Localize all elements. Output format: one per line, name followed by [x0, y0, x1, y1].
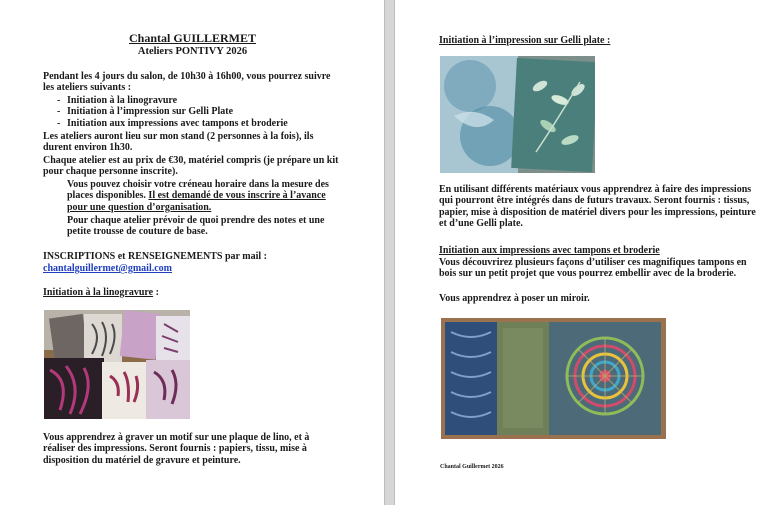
workshop-list	[43, 95, 343, 129]
mirror-text: Vous apprendrez à poser un miroir.	[439, 293, 590, 304]
page-gutter	[384, 0, 395, 505]
linogravure-photo	[44, 310, 190, 419]
list-item: - Initiation à la linogravure	[43, 95, 343, 106]
page-footer: Chantal Guillermet 2026	[440, 464, 504, 470]
location-text: Les ateliers auront lieu sur mon stand (2 personnes à la fois), ils durent environ 1h30.	[43, 131, 314, 154]
lino-heading: Initiation à la linogravure :	[43, 287, 159, 298]
gelli-plate-photo	[440, 56, 595, 173]
lino-description: Vous apprendrez à graver un motif sur une plaque de lino, et à réaliser des impressions. Seront fournis : papiers, tissu, mise à disposition du matériel de gravure et peinture.	[43, 432, 310, 466]
email-link-wrap	[43, 263, 343, 274]
schedule-notice: Il est demandé de vous inscrire à l’avance pour une question d’organisation.	[67, 190, 326, 213]
gelli-description: En utilisant différents matériaux vous apprendrez à faire des impressions qui pourront être intégrés dans de futurs travaux. Seront fournis : tissus, papier, mise à disposition de matériel divers pour les impressions, peinture et d’une Gelli plate.	[439, 184, 756, 230]
stamps-description: Vous découvrirez plusieurs façons d’utiliser ces magnifiques tampons en bois sur un petit projet que vous pourrez embellir avec de la broderie.	[439, 257, 747, 280]
price-text: Chaque atelier est au prix de €30, matériel compris (je prépare un kit pour chaque personne inscrite).	[43, 155, 339, 178]
list-item: - Initiation aux impressions avec tampons et broderie	[43, 118, 343, 129]
right-page	[395, 0, 768, 505]
gelli-heading: Initiation à l’impression sur Gelli plate :	[439, 35, 611, 46]
bring-notes-text: Pour chaque atelier prévoir de quoi prendre des notes et une petite trousse de couture de base.	[67, 215, 325, 238]
schedule-text: Vous pouvez choisir votre créneau horaire dans la mesure des places disponibles. Il est demandé de vous inscrire à l’avance pour une question d’organisation.	[67, 179, 329, 213]
page-subtitle: Ateliers PONTIVY 2026	[137, 46, 248, 57]
email-link[interactable]: chantalguillermet@gmail.com	[43, 263, 172, 274]
inscriptions-label: INSCRIPTIONS et RENSEIGNEMENTS par mail :	[43, 251, 268, 262]
stamps-heading: Initiation aux impressions avec tampons et broderie	[439, 245, 660, 256]
page-title	[40, 33, 345, 45]
intro-text: Pendant les 4 jours du salon, de 10h30 à 16h00, vous pourrez suivre les ateliers suivants :	[43, 71, 331, 94]
author-name: Chantal GUILLERMET	[128, 31, 257, 45]
list-item: - Initiation à l’impression sur Gelli Plate	[43, 106, 343, 117]
stamps-embroidery-photo	[441, 318, 666, 439]
